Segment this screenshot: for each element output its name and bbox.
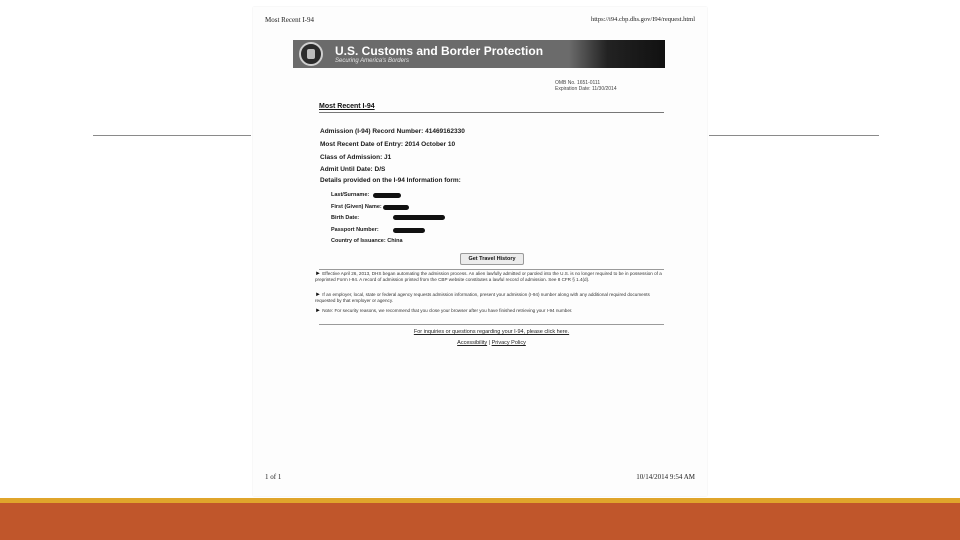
redaction-birth-date (393, 215, 445, 220)
accessibility-link[interactable]: Accessibility (457, 340, 488, 346)
get-travel-history-button[interactable]: Get Travel History (460, 253, 524, 265)
omb-number: OMB No. 1651-0111 (555, 80, 601, 86)
link-separator: | (488, 340, 491, 346)
agency-name: U.S. Customs and Border Protection (335, 44, 544, 58)
cbp-banner (293, 40, 665, 68)
record-number: Admission (I-94) Record Number: 41469162330 (320, 128, 465, 135)
inquiries-link[interactable]: For inquiries or questions regarding your I-94, please click here. (413, 329, 570, 335)
omb-info (555, 80, 617, 92)
redaction-last-name (373, 193, 401, 198)
admit-until-date: Admit Until Date: D/S (320, 166, 386, 173)
section-rule (319, 112, 664, 113)
entry-date: Most Recent Date of Entry: 2014 October 10 (320, 141, 456, 148)
redaction-passport (393, 228, 425, 233)
divider (319, 269, 664, 270)
note-security: ► Note: For security reasons, we recommend that you close your browser after you have finished retrieving your I-94 number. (315, 308, 573, 314)
first-name-label: First (Given) Name: (331, 204, 382, 210)
agency-tagline: Securing America's Borders (335, 58, 409, 64)
dhs-seal-icon (299, 42, 323, 66)
divider (319, 324, 664, 325)
last-name-label: Last/Surname: (331, 192, 370, 198)
country-of-issuance: Country of Issuance: China (331, 238, 403, 244)
privacy-policy-link[interactable]: Privacy Policy (491, 340, 526, 346)
footer-links (319, 340, 664, 346)
section-title: Most Recent I-94 (319, 103, 375, 110)
print-header-title: Most Recent I-94 (265, 16, 314, 24)
class-of-admission: Class of Admission: J1 (320, 154, 392, 161)
arrow-right-icon: ► (315, 292, 321, 298)
slide-footer-bar (0, 503, 960, 540)
print-timestamp: 10/14/2014 9:54 AM (636, 473, 695, 481)
details-heading: Details provided on the I-94 Information form: (320, 177, 461, 184)
birth-date-label: Birth Date: (331, 215, 360, 221)
slide-rule-left (93, 135, 251, 136)
slide-rule-right (709, 135, 879, 136)
redaction-first-name (383, 205, 409, 210)
note-employer: ► If an employer, local, state or federal agency requests admission information, present your admission (I-94) number along with any additional required documents requested by that employer or agency. (315, 292, 650, 303)
passport-number-label: Passport Number: (331, 227, 379, 233)
banner-dark-panel (569, 40, 665, 68)
scanned-i94-document (253, 7, 707, 496)
arrow-right-icon: ► (315, 271, 321, 277)
print-header-url: https://i94.cbp.dhs.gov/I94/request.html (591, 16, 695, 23)
note-automation: ► Effective April 26, 2013, DHS began automating the admission process. An alien lawfully admitted or paroled into the U.S. is no longer required to be in possession of a preprinted Form I-94. A record of admission printed from the CBP website constitutes a lawful record of admission. See 8 CFR § 1.4(d). (315, 271, 662, 282)
arrow-right-icon: ► (315, 308, 321, 314)
print-page-number: 1 of 1 (265, 473, 282, 481)
omb-expiration: Expiration Date: 11/30/2014 (555, 86, 617, 92)
